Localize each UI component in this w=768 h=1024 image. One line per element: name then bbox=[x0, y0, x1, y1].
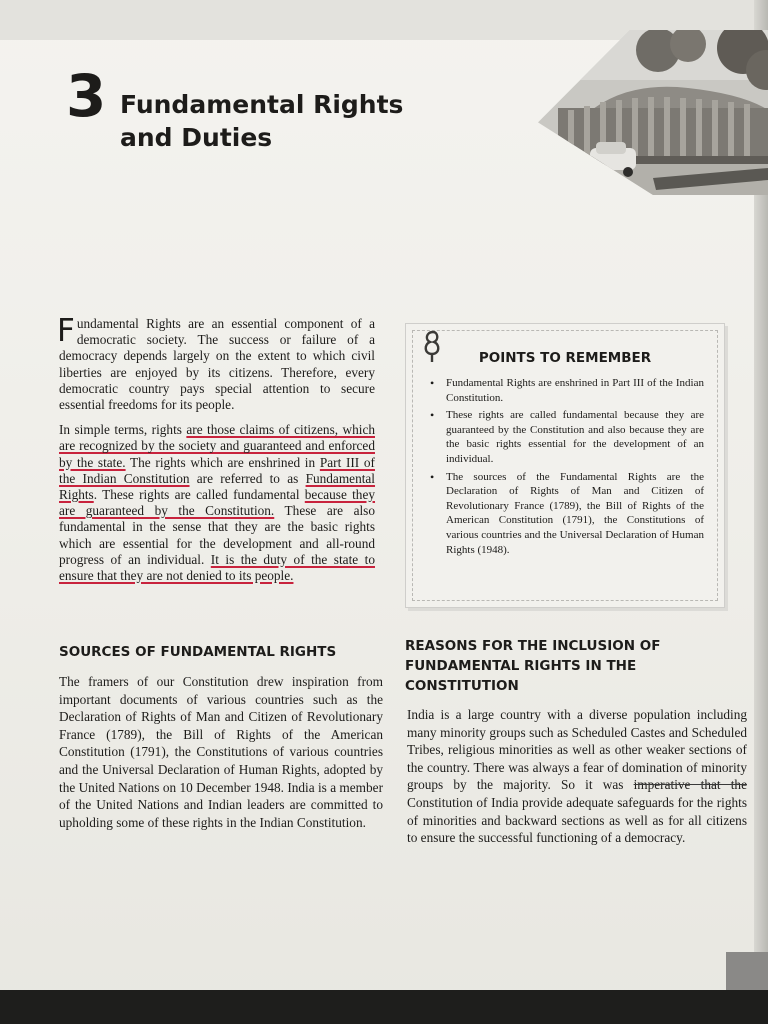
pen-underline-guaranteed: because they are guaranteed by the Constitution. bbox=[59, 487, 376, 519]
pen-strikethrough-imperative: imperative that the bbox=[633, 777, 747, 793]
chapter-title bbox=[120, 88, 420, 154]
points-list-item: • Fundamental Rights are enshrined in Part III of the Indian Constitution. bbox=[428, 376, 704, 405]
reasons-body bbox=[407, 706, 747, 847]
points-box-title: POINTS TO REMEMBER bbox=[478, 350, 652, 366]
intro-paragraph-1-text: undamental Rights are an essential component of a democratic society. The success or failure of a democracy depends largely on the extent to which civil liberties are enjoyed by its citizens. Therefore, every democratic country pays special attention to secure essential freedoms for its people. bbox=[59, 316, 375, 413]
intro-paragraph-2 bbox=[59, 422, 375, 584]
chapter-number: 3 bbox=[66, 62, 107, 130]
pen-underline-rights-definition: are those claims of citizens, which are recognized by the society and guaranteed and enforced by the state. bbox=[59, 422, 375, 470]
drop-cap: F bbox=[57, 313, 75, 349]
reasons-heading: REASONS FOR THE INCLUSION OF FUNDAMENTAL RIGHTS IN THE CONSTITUTION bbox=[405, 638, 661, 694]
intro-section bbox=[57, 313, 376, 584]
sources-heading: SOURCES OF FUNDAMENTAL RIGHTS bbox=[59, 644, 337, 660]
points-to-remember-box bbox=[405, 323, 725, 608]
page-bottom-edge bbox=[0, 990, 768, 1024]
reasons-body-text-c: Constitution of India provide adequate safeguards for the rights of minorities and backward sections as well as for all citizens to ensure the successful functioning of a democracy. bbox=[407, 794, 747, 846]
pen-underline-part-iii: Part III of the Indian Constitution bbox=[59, 454, 375, 486]
points-list bbox=[428, 376, 704, 560]
pen-underline-duty-of-state: It is the duty of the state to ensure that they are not denied to its people. bbox=[59, 551, 375, 584]
intro-p2-text-a: In simple terms, rights bbox=[59, 422, 187, 438]
intro-p2-text-i: These are also fundamental in the sense that they are the basic rights which are essential for the development and all-round progress of an individual. bbox=[59, 503, 375, 567]
parliament-photo bbox=[538, 30, 768, 195]
sources-body: The framers of our Constitution drew inspiration from important documents of various countries such as the Declaration of Rights of Man and Citizen of Revolutionary France (1789), the Bill of Rights of the American Constitution (1791), the Constitutions of various countries and the Universal Declaration of Human Rights, adopted by the United Nations on 10 December 1948. India is a member of the United Nations and Indian leaders are committed to upholding some of these rights in the Indian Constitution. bbox=[59, 674, 383, 830]
chapter-title-line2: and Duties bbox=[120, 123, 273, 152]
reasons-body-text-a: India is a large country with a diverse population including many minority groups such as Scheduled Castes and Scheduled Tribes, religious minorities as well as other weaker sections of the country. There was always a fear of domination of minority groups by the majority. So it was bbox=[407, 707, 747, 793]
page-corner-tab bbox=[726, 952, 768, 990]
intro-paragraph-1 bbox=[57, 313, 375, 413]
pen-underline-fundamental-rights: Fundamental Rights bbox=[59, 470, 376, 503]
intro-p2-text-c: The rights which are enshrined in bbox=[125, 454, 320, 470]
intro-p2-text-e: are referred to as bbox=[189, 470, 306, 486]
chapter-title-line1: Fundamental Rights bbox=[120, 90, 404, 119]
intro-p2-text-g: . These rights are called fundamental bbox=[93, 487, 305, 503]
points-list-item: • These rights are called fundamental because they are guaranteed by the Constitution and also because they are the basic rights essential for the development of an individual. bbox=[428, 408, 704, 466]
points-list-item: • The sources of the Fundamental Rights are the Declaration of Rights of Man and Citizen of Revolutionary France (1789), the Bill of Rights of the American Constitution (1791), the Constitutions of various countries and the Universal Declaration of Human Rights (1948). bbox=[428, 470, 704, 558]
